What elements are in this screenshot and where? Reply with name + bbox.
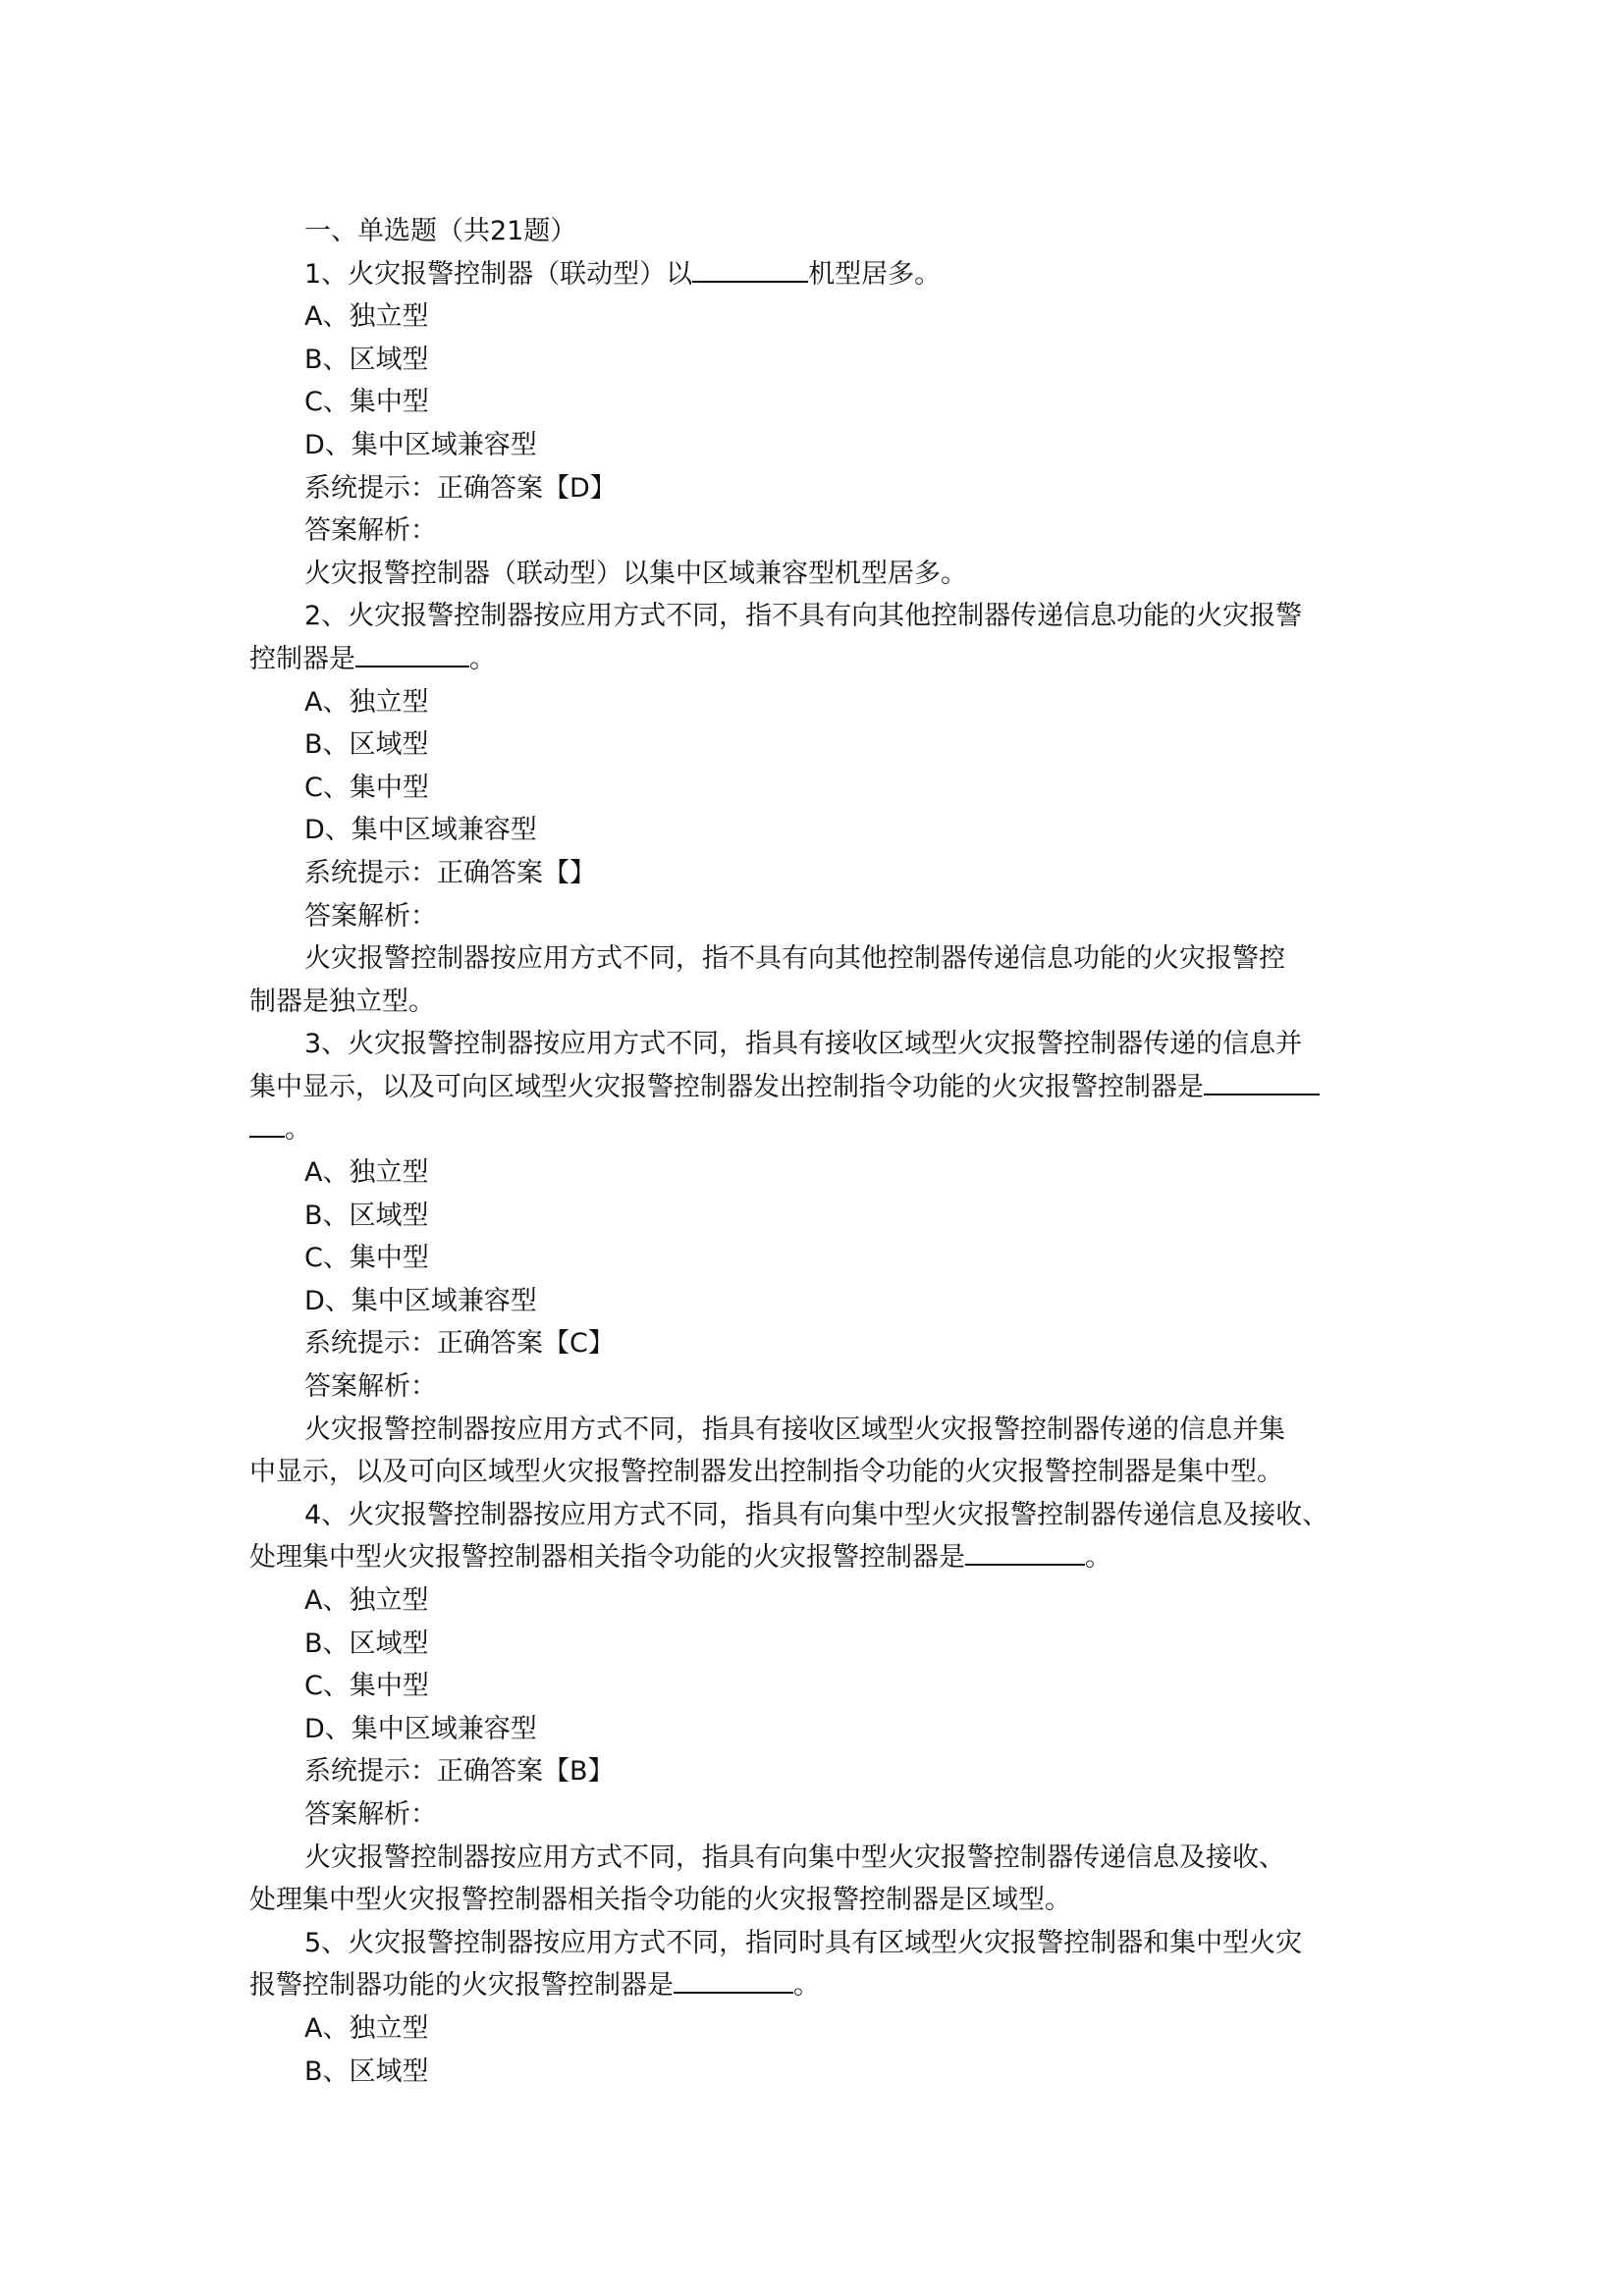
system-hint: 系统提示：正确答案【C】 [304,1328,615,1360]
analysis-label: 答案解析： [304,1798,437,1830]
option-b: B、区域型 [304,1628,429,1659]
answer-blank [355,642,469,667]
question-1 [249,253,1404,596]
question-2 [249,595,1404,1023]
option-b: B、区域型 [304,1200,429,1231]
question-stem: 4、火灾报警控制器按应用方式不同，指具有向集中型火灾报警控制器传递信息及接收、 [304,1499,1329,1530]
answer-blank [692,257,808,283]
option-a: A、独立型 [304,1157,429,1189]
option-d: D、集中区域兼容型 [304,1713,537,1744]
option-c: C、集中型 [304,387,429,418]
analysis-text-cont: 处理集中型火灾报警控制器相关指令功能的火灾报警控制器是区域型。 [249,1885,1071,1916]
analysis-text-cont: 制器是独立型。 [249,986,435,1017]
option-d: D、集中区域兼容型 [304,429,537,460]
analysis-text: 火灾报警控制器按应用方式不同，指具有向集中型火灾报警控制器传递信息及接收、 [304,1842,1285,1873]
answer-blank [1204,1070,1320,1095]
option-c: C、集中型 [304,1671,429,1702]
question-stem-cont: 报警控制器功能的火灾报警控制器是 。 [249,1970,820,2002]
analysis-label: 答案解析： [304,900,437,932]
system-hint: 系统提示：正确答案【B】 [304,1756,615,1788]
option-c: C、集中型 [304,772,429,803]
analysis-text: 火灾报警控制器按应用方式不同，指不具有向其他控制器传递信息功能的火灾报警控 [304,943,1285,975]
option-b: B、区域型 [304,729,429,761]
question-stem-cont: 集中显示，以及可向区域型火灾报警控制器发出控制指令功能的火灾报警控制器是 [249,1066,1404,1109]
question-stem: 5、火灾报警控制器按应用方式不同，指同时具有区域型火灾报警控制器和集中型火灾 [304,1927,1303,1958]
option-d: D、集中区域兼容型 [304,1285,537,1316]
option-a: A、独立型 [304,301,429,333]
analysis-text: 火灾报警控制器按应用方式不同，指具有接收区域型火灾报警控制器传递的信息并集 [304,1414,1285,1445]
question-stem-cont: 。 [249,1108,1404,1151]
option-c: C、集中型 [304,1243,429,1274]
answer-blank [674,1968,793,1994]
option-b: B、区域型 [304,344,429,375]
document-page [249,210,1404,2093]
option-a: A、独立型 [304,686,429,718]
question-3 [249,1023,1404,1494]
option-a: A、独立型 [304,2012,429,2044]
system-hint: 系统提示：正确答案【】 [304,857,596,888]
section-title: 一、单选题（共21题） [304,216,577,246]
question-stem: 2、火灾报警控制器按应用方式不同，指不具有向其他控制器传递信息功能的火灾报警 [304,601,1303,632]
analysis-label: 答案解析： [304,515,437,547]
question-stem-cont: 处理集中型火灾报警控制器相关指令功能的火灾报警控制器是 。 [249,1542,1111,1574]
answer-blank [965,1540,1085,1566]
analysis-text: 火灾报警控制器（联动型）以集中区域兼容型机型居多。 [304,558,967,589]
question-5 [249,1922,1404,2093]
answer-blank-cont [249,1112,285,1138]
option-d: D、集中区域兼容型 [304,815,537,846]
option-a: A、独立型 [304,1585,429,1616]
analysis-text-cont: 中显示，以及可向区域型火灾报警控制器发出控制指令功能的火灾报警控制器是集中型。 [249,1457,1283,1488]
analysis-label: 答案解析： [304,1371,437,1403]
option-b: B、区域型 [304,2056,429,2087]
question-4 [249,1494,1404,1922]
question-stem: 3、火灾报警控制器按应用方式不同，指具有接收区域型火灾报警控制器传递的信息并 [304,1029,1303,1060]
system-hint: 系统提示：正确答案【D】 [304,472,617,504]
question-stem-cont: 控制器是 。 [249,643,496,674]
question-stem: 1、火灾报警控制器（联动型）以 机型居多。 [304,258,942,290]
